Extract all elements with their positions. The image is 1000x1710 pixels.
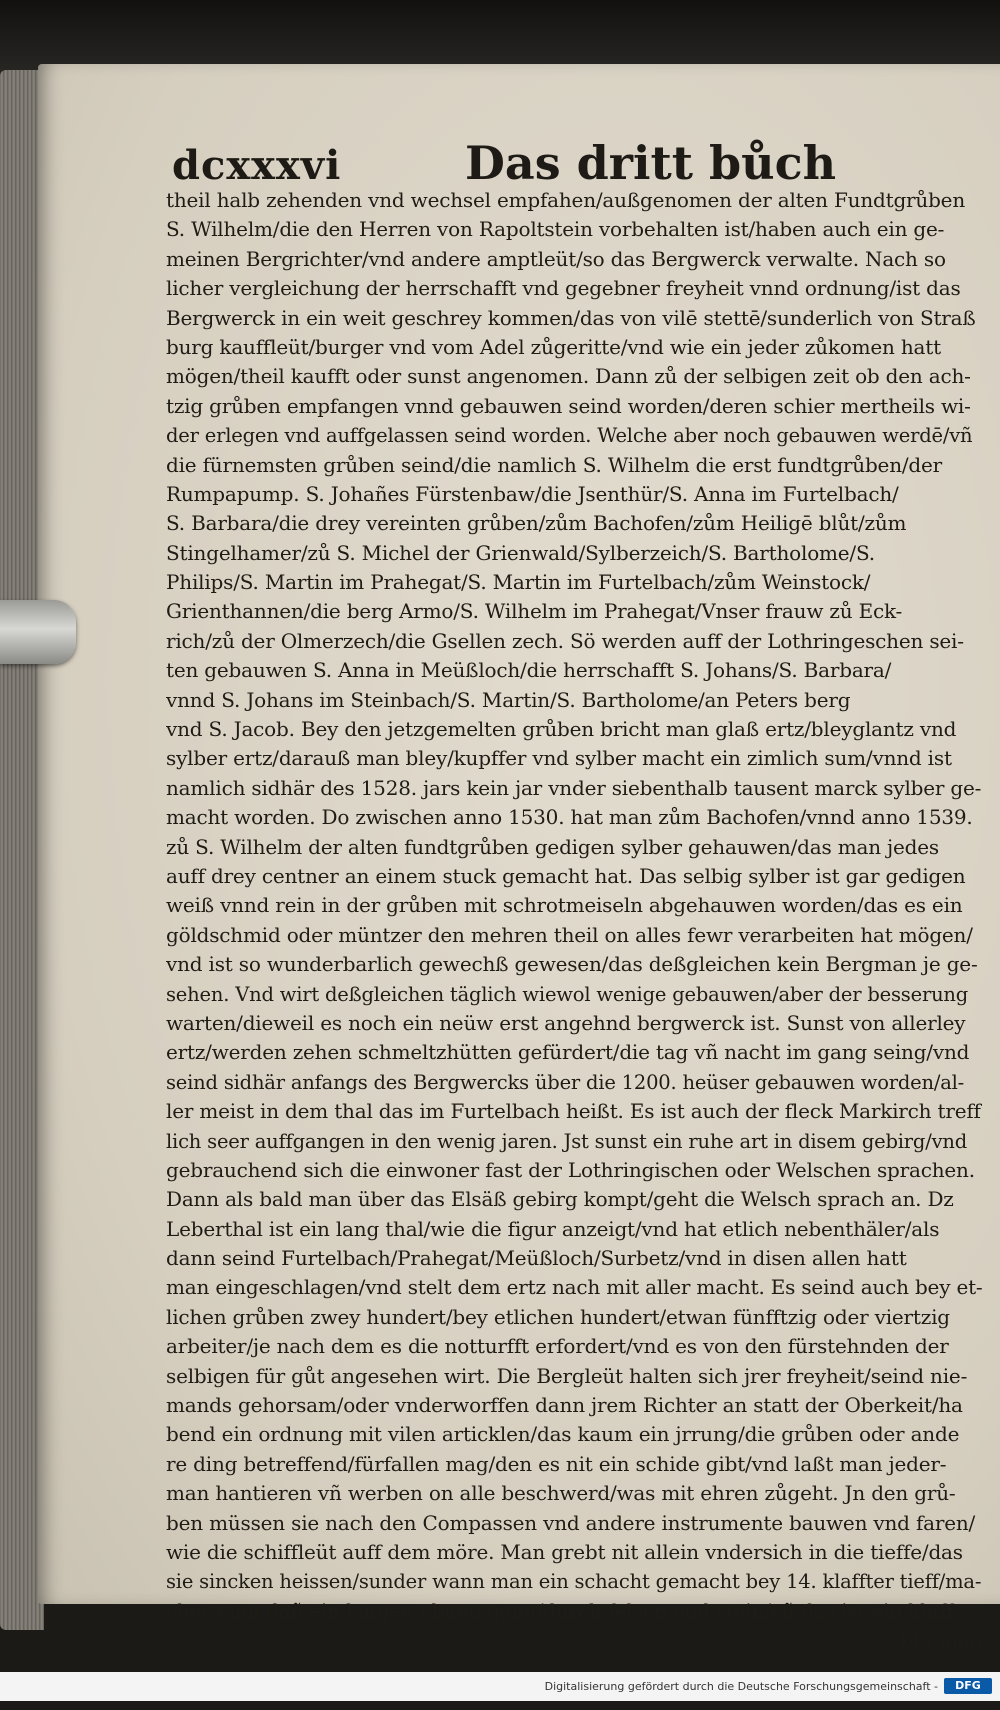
text-line: theil halb zehenden vnd wechsel empfahen/außgenomen der alten Fundtgrůben — [166, 188, 966, 212]
text-line: auff drey centner an einem stuck gemacht hat. Das selbig sylber ist gar gedigen — [166, 863, 966, 888]
body-text — [166, 186, 982, 1710]
text-line: sehen. Vnd wirt deßgleichen täglich wiewol wenige gebauwen/aber der besserung — [166, 982, 969, 1006]
text-line: Rumpapump. S. Johañes Fürstenbaw/die Jsenthür/S. Anna im Furtelbach/ — [166, 481, 899, 506]
text-line: tzig grůben empfangen vnnd gebauwen seind worden/deren schier mertheils wi- — [166, 393, 971, 418]
text-line: burg kauffleüt/burger vnd vom Adel zůgeritte/vnd wie ein jeder zůkomen hatt — [166, 334, 941, 359]
running-title: Das dritt bůch — [465, 136, 837, 190]
text-line: Philips/S. Martin im Prahegat/S. Martin im Furtelbach/zům Weinstock/ — [166, 570, 871, 595]
folio-number: dcxxxvi — [172, 142, 342, 189]
text-line: man hantieren vñ werben on alle beschwerd/was mit ehren zůgeht. Jn den grů- — [166, 1481, 956, 1506]
text-line: cher man dañ ein langen ebnen gang/durch felsen vnd stein/vñ das ist ein kluff — [166, 1598, 954, 1623]
text-line: vnnd S. Johans im Steinbach/S. Martin/S. Bartholome/an Peters berg — [166, 687, 851, 712]
text-line: gebrauchend sich die einwoner fast der Lothringischen oder Welschen sprachen. — [166, 1157, 975, 1182]
text-line: licher vergleichung der herrschafft vnd gegebner freyheit vnnd ordnung/ist das — [166, 276, 961, 301]
text-line: re ding betreffend/fürfallen mag/den es nit ein schide gibt/vnd laßt man jeder- — [166, 1451, 947, 1476]
footer-credit: Digitalisierung gefördert durch die Deutsche Forschungsgemeinschaft - — [544, 1680, 938, 1693]
text-line: meinen Bergrichter/vnd andere amptleüt/so das Bergwerck verwalte. Nach so — [166, 246, 946, 271]
text-line: seind sidhär anfangs des Bergwercks über die 1200. heüser gebauwen worden/al- — [166, 1070, 965, 1094]
text-line: bend ein ordnung mit vilen articklen/das kaum ein jrrung/die grůben oder ande — [166, 1422, 960, 1447]
text-line: rich/zů der Olmerzech/die Gsellen zech. Sö werden auff der Lothringeschen sei- — [166, 628, 964, 653]
text-line: dann seind Furtelbach/Prahegat/Meüßloch/Surbetz/vnd in disen allen hatt — [166, 1246, 907, 1271]
text-line: Bergwerck in ein weit geschrey kommen/das von vilē stettē/sunderlich von Straß — [166, 305, 976, 330]
dfg-logo: DFG — [944, 1678, 992, 1694]
text-line: göldschmid oder müntzer den mehren theil on alles fewr verarbeiten hat mögen/ — [166, 922, 973, 947]
text-line: sie sincken heissen/sunder wann man ein schacht gemacht bey 14. klaffter tieff/ma- — [166, 1570, 982, 1594]
text-line: weiß vnnd rein in der grůben mit schrotmeiseln abgehauwen worden/das es ein — [166, 893, 963, 918]
text-line: vnd ist so wunderbarlich gewechß gewesen/das deßgleichen kein Bergman je ge- — [166, 952, 978, 977]
text-line: lich seer auffgangen in den wenig jaren. Jst sunst ein ruhe art in disem gebirg/vnd — [166, 1129, 968, 1153]
text-line: arbeiter/je nach dem es die notturfft erfordert/vnd es von den fürstehnden der — [166, 1334, 949, 1359]
text-line: S. Barbara/die drey vereinten grůben/zům Bachofen/zům Heiligē blůt/zům — [166, 511, 907, 536]
text-line: ben müssen sie nach den Compassen vnd andere instrumente bauwen vnd faren/ — [166, 1510, 976, 1535]
text-line: ten gebauwen S. Anna in Meüßloch/die herrschafft S. Johans/S. Barbara/ — [166, 658, 892, 683]
text-line: mögen/theil kaufft oder sunst angenomen. Dann zů der selbigen zeit ob den ach- — [166, 364, 971, 389]
text-line: macht worden. Do zwischen anno 1530. hat man zům Bachofen/vnnd anno 1539. — [166, 805, 973, 830]
text-line: S. Wilhelm/die den Herren von Rapoltstein vorbehalten ist/haben auch ein ge- — [166, 217, 945, 242]
text-line: ertz/werden zehen schmeltzhütten gefürdert/die tag vñ nacht im gang seing/vnd — [166, 1040, 970, 1065]
text-line: die fürnemsten grůben seind/die namlich S. Wilhelm die erst fundtgrůben/der — [166, 452, 943, 477]
text-line: mands gehorsam/oder vnderworffen dann jrem Richter an statt der Oberkeit/ha — [166, 1393, 963, 1418]
text-line: namlich sidhär des 1528. jars kein jar vnder siebenthalb tausent marck sylber ge- — [166, 775, 982, 800]
text-line: selbigen für gůt angesehen wirt. Die Bergleüt halten sich jrer freyheit/seind nie- — [166, 1363, 968, 1388]
text-line: warten/dieweil es noch ein neüw erst angehnd bergwerck ist. Sunst von allerley — [166, 1010, 966, 1035]
text-line: Grienthannen/die berg Armo/S. Wilhelm im Prahegat/Vnser frauw zů Eck- — [166, 599, 903, 624]
text-line: sylber ertz/darauß man bley/kupffer vnd sylber macht ein zimlich sum/vnnd ist — [166, 746, 952, 771]
text-line: lichen grůben zwey hundert/bey etlichen hundert/etwan fünfftzig oder viertzig — [166, 1304, 950, 1329]
text-line: man eingeschlagen/vnd stelt dem ertz nach mit aller macht. Es seind auch bey et- — [166, 1275, 982, 1300]
text-line: Dann als bald man über das Elsäß gebirg kompt/geht die Welsch sprach an. Dz — [166, 1187, 954, 1212]
catchword: biß man — [900, 1628, 982, 1653]
text-line: Stingelhamer/zů S. Michel der Grienwald/Sylberzeich/S. Bartholome/S. — [166, 540, 875, 565]
text-line: vnd S. Jacob. Bey den jetzgemelten grůben bricht man glaß ertz/bleyglantz vnd — [166, 717, 957, 742]
page-clip — [0, 600, 76, 664]
text-line: ler meist in dem thal das im Furtelbach heißt. Es ist auch der fleck Markirch treff — [166, 1099, 981, 1124]
text-line: der erlegen vnd auffgelassen seind worden. Welche aber noch gebauwen werdē/vñ — [166, 424, 973, 448]
text-line: wie die schiffleüt auff dem möre. Man grebt nit allein vndersich in die tieffe/das — [166, 1539, 963, 1564]
text-line: zů S. Wilhelm der alten fundtgrůben gedigen sylber gehauwen/das man jedes — [166, 834, 939, 859]
text-line: Leberthal ist ein lang thal/wie die figur anzeigt/vnd hat etlich nebenthäler/als — [166, 1216, 940, 1241]
